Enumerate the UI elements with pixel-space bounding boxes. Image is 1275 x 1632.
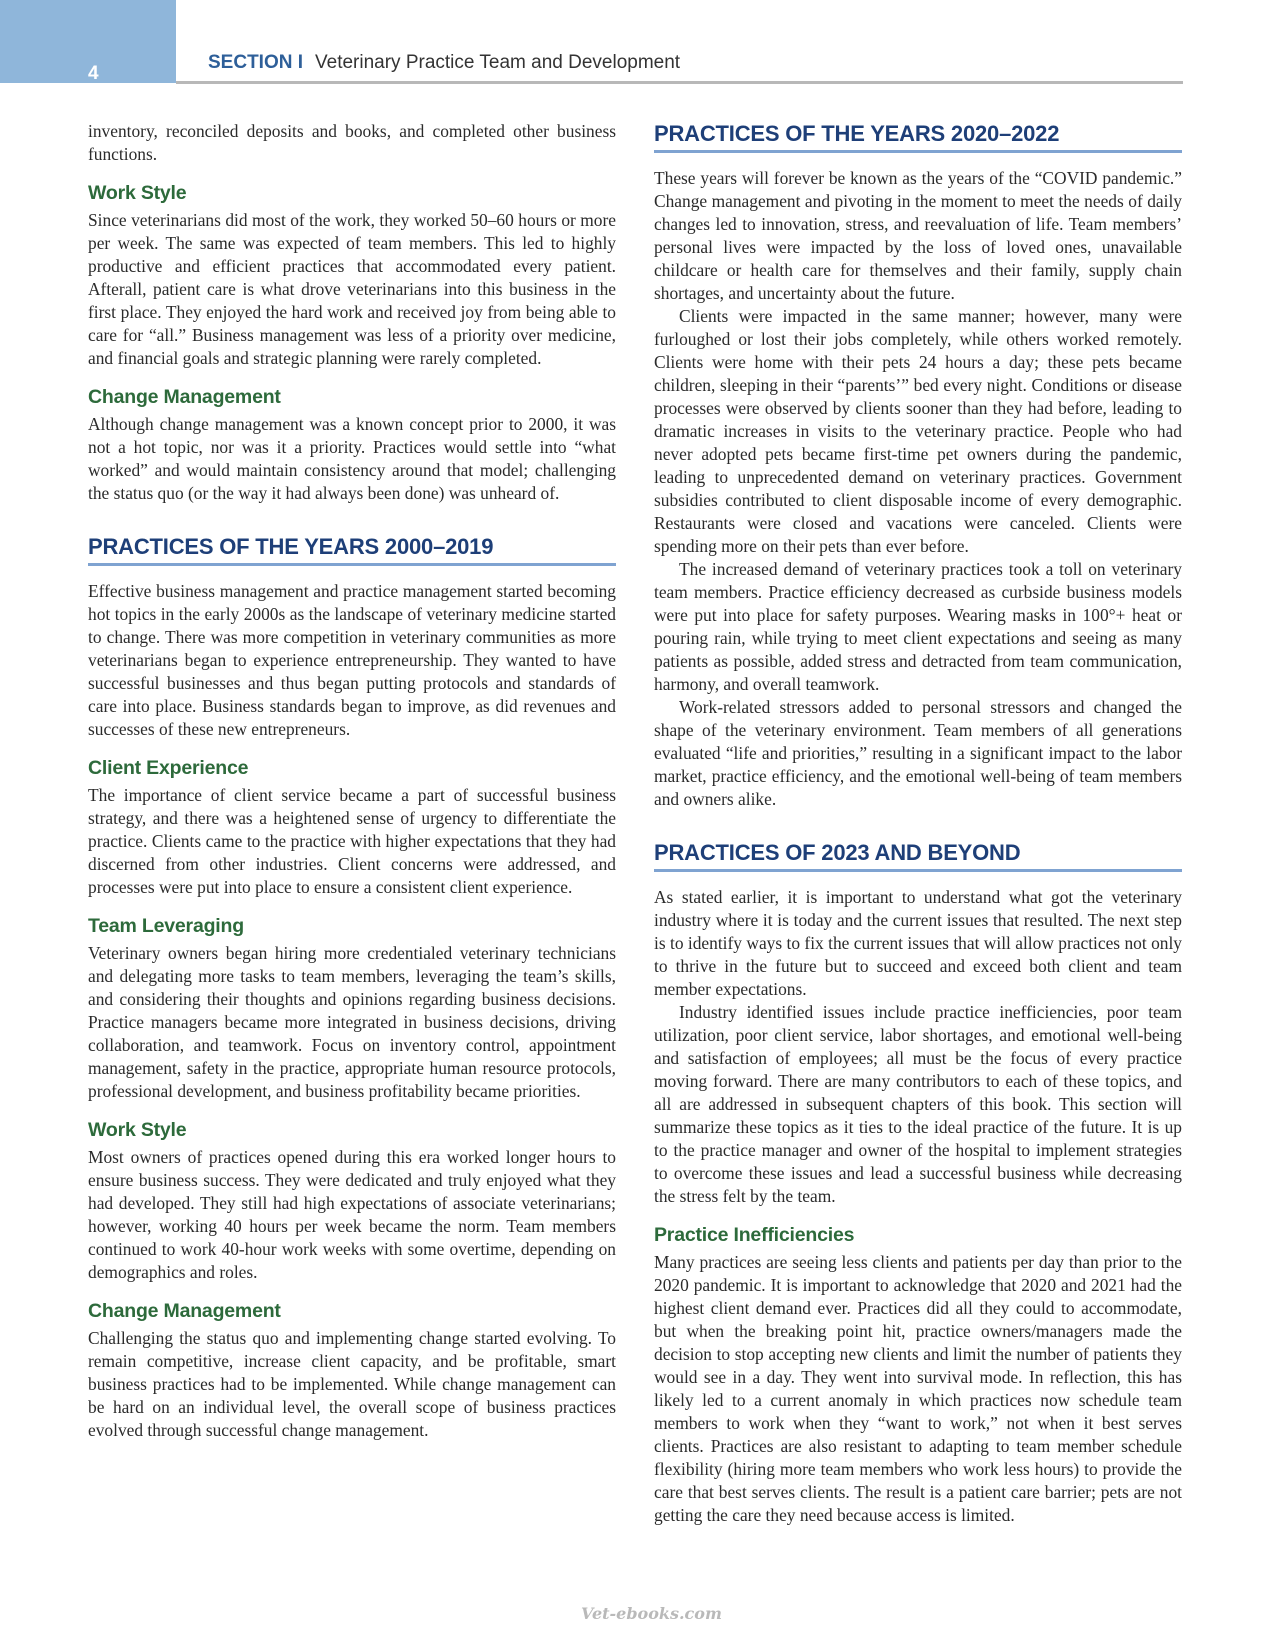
years-2020-2022-paragraph-2: Clients were impacted in the same manner; however, many were furloughed or lost their jobs completely, while others worked remotely. Clients were home with their pets 24 hours a day; these pets became children, sleeping in their “parents’” bed every night. Conditions or disease processes were observed by clients sooner than they had before, leading to dramatic increases in visits to the veterinary practice. People who had never adopted pets became first-time pet owners during the pandemic, leading to unprecedented demand on veterinary practices. Government subsidies contributed to client disposable income of every demographic. Restaurants were closed and vacations were canceled. Clients were spending more on their pets than ever before. bbox=[654, 306, 1182, 556]
watermark: Vet-ebooks.com bbox=[581, 1604, 722, 1623]
change-management-heading: Change Management bbox=[88, 386, 281, 408]
page-number-container bbox=[0, 0, 176, 83]
years-2000-2019-paragraph: Effective business management and practice management started becoming hot topics in the early 2000s as the landscape of veterinary medicine started to change. There was more competition in veterinary communities as more veterinarians began to experience entrepreneurship. They wanted to have successful businesses and thus began putting protocols and standards of care into place. Business standards began to improve, as did revenues and successes of these new entrepreneurs. bbox=[88, 581, 616, 739]
right-column bbox=[654, 120, 1182, 1527]
work-style-heading-2: Work Style bbox=[88, 1119, 187, 1141]
years-2020-2022-heading: PRACTICES OF THE YEARS 2020–2022 bbox=[654, 120, 1182, 153]
team-leveraging-paragraph: Veterinary owners began hiring more credentialed veterinary technicians and delegating more tasks to team members, leveraging the team’s skills, and considering their thoughts and opinions regarding business decisions. Practice managers became more integrated in business decisions, driving collaboration, and teamwork. Focus on inventory control, appointment management, safety in the practice, appropriate human resource protocols, professional development, and business profitability became priorities. bbox=[88, 943, 616, 1101]
section-title: Veterinary Practice Team and Development bbox=[315, 52, 681, 73]
header-rule bbox=[176, 81, 1183, 84]
work-style-paragraph: Since veterinarians did most of the work, they worked 50–60 hours or more per week. The same was expected of team members. This led to highly productive and efficient practices that accommodated every patient. Afterall, patient care is what drove veterinarians into this business in the first place. They enjoyed the hard work and received joy from being able to care for “all.” Business management was less of a priority over medicine, and financial goals and strategic planning were rarely completed. bbox=[88, 210, 616, 368]
section-label: SECTION I bbox=[208, 52, 304, 73]
practice-inefficiencies-heading: Practice Inefficiencies bbox=[654, 1224, 855, 1246]
work-style-heading: Work Style bbox=[88, 182, 187, 204]
page-number: 4 bbox=[88, 63, 99, 84]
change-management-heading-2: Change Management bbox=[88, 1300, 281, 1322]
beyond-2023-paragraph-2: Industry identified issues include practice inefficiencies, poor team utilization, poor client service, labor shortages, and emotional well-being and satisfaction of employees; all must be the focus of every practice moving forward. There are many contributors to each of these topics, and all are addressed in subsequent chapters of this book. This section will summarize these topics as it ties to the ideal practice of the future. It is up to the practice manager and owner of the hospital to implement strategies to overcome these issues and lead a successful business while decreasing the stress felt by the team. bbox=[654, 1002, 1182, 1206]
change-management-paragraph: Although change management was a known concept prior to 2000, it was not a hot topic, nor was it a priority. Practices would settle into “what worked” and would maintain consistency around that model; challenging the status quo (or the way it had always been done) was unheard of. bbox=[88, 414, 616, 503]
years-2020-2022-paragraph-4: Work-related stressors added to personal stressors and changed the shape of the veterinary environment. Team members of all generations evaluated “life and priorities,” resulting in a significant impact to the labor market, practice efficiency, and the emotional well-being of team members and owners alike. bbox=[654, 697, 1182, 809]
left-column bbox=[88, 120, 616, 1442]
years-2000-2019-heading: PRACTICES OF THE YEARS 2000–2019 bbox=[88, 533, 616, 566]
client-experience-paragraph: The importance of client service became a part of successful business strategy, and there was a heightened sense of urgency to differentiate the practice. Clients came to the practice with higher expectations that they had discerned from other industries. Client concerns were addressed, and processes were put into place to ensure a consistent client experience. bbox=[88, 785, 616, 897]
years-2020-2022-paragraph-3: The increased demand of veterinary practices took a toll on veterinary team members. Practice efficiency decreased as curbside business models were put into place for safety purposes. Wearing masks in 100°+ heat or pouring rain, while trying to meet client expectations and seeing as many patients as possible, added stress and detracted from team communication, harmony, and overall teamwork. bbox=[654, 559, 1182, 694]
beyond-2023-heading: PRACTICES OF 2023 AND BEYOND bbox=[654, 839, 1182, 872]
intro-paragraph: inventory, reconciled deposits and books, and completed other business functions. bbox=[88, 121, 616, 164]
client-experience-heading: Client Experience bbox=[88, 757, 249, 779]
years-2020-2022-paragraph-1: These years will forever be known as the years of the “COVID pandemic.” Change management and pivoting in the moment to meet the needs of daily changes led to innovation, stress, and reevaluation of life. Team members’ personal lives were impacted by the loss of loved ones, unavailable childcare or health care for themselves and their family, supply chain shortages, and uncertainty about the future. bbox=[654, 168, 1182, 303]
work-style-paragraph-2: Most owners of practices opened during this era worked longer hours to ensure business success. They were dedicated and truly enjoyed what they had developed. They still had high expectations of associate veterinarians; however, working 40 hours per week became the norm. Team members continued to work 40-hour work weeks with some overtime, depending on demographics and roles. bbox=[88, 1147, 616, 1282]
change-management-paragraph-2: Challenging the status quo and implementing change started evolving. To remain competitive, increase client capacity, and be profitable, smart business practices had to be implemented. While change management can be hard on an individual level, the overall scope of business practices evolved through successful change management. bbox=[88, 1328, 616, 1440]
beyond-2023-paragraph-1: As stated earlier, it is important to understand what got the veterinary industry where it is today and the current issues that resulted. The next step is to identify ways to fix the current issues that will allow practices not only to thrive in the future but to succeed and exceed both client and team member expectations. bbox=[654, 887, 1182, 999]
running-head bbox=[208, 52, 680, 74]
team-leveraging-heading: Team Leveraging bbox=[88, 915, 244, 937]
practice-inefficiencies-paragraph: Many practices are seeing less clients and patients per day than prior to the 2020 pandemic. It is important to acknowledge that 2020 and 2021 had the highest client demand ever. Practices did all they could to accommodate, but when the breaking point hit, practice owners/managers made the decision to stop accepting new clients and limit the number of patients they would see in a day. They went into survival mode. In reflection, this has likely led to a current anomaly in which practices now schedule team members to work when they “want to work,” not when it best serves clients. Practices are also resistant to adapting to team member schedule flexibility (hiring more team members who work less hours) to provide the care that best serves clients. The result is a patient care barrier; pets are not getting the care they need because access is limited. bbox=[654, 1252, 1182, 1525]
